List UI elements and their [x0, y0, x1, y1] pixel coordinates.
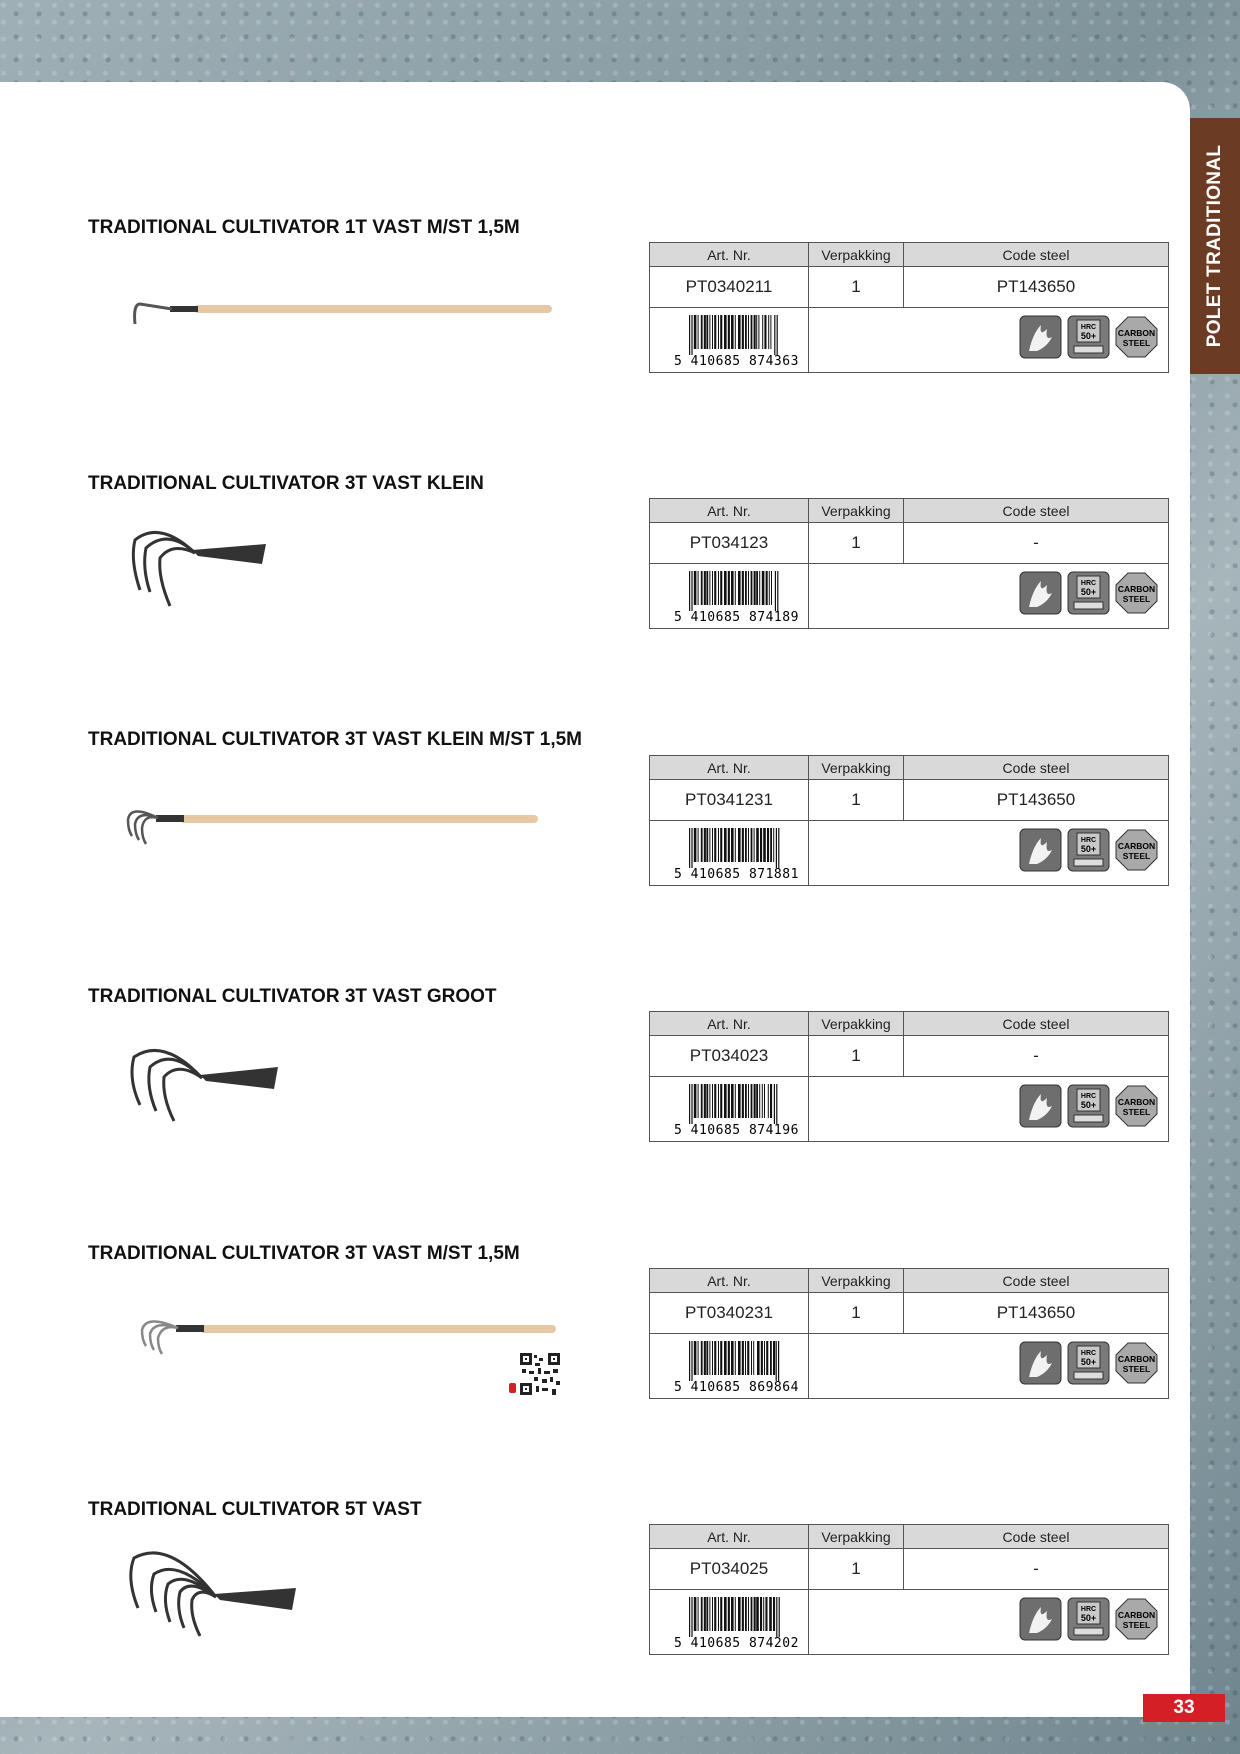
table-row	[650, 267, 1168, 308]
weed-hand-icon	[1019, 1597, 1062, 1641]
verpakking-value: 1	[809, 523, 904, 563]
header-art-nr: Art. Nr.	[650, 243, 809, 266]
table-header-row	[650, 243, 1168, 267]
product-title: TRADITIONAL CULTIVATOR 5T VAST	[88, 1499, 422, 1520]
svg-text:50+: 50+	[1080, 1613, 1097, 1623]
header-verpakking: Verpakking	[809, 1525, 904, 1548]
table-row	[650, 1036, 1168, 1077]
art-nr-value: PT0340211	[650, 267, 809, 307]
barcode-bars-icon	[688, 1597, 802, 1637]
header-code-steel: Code steel	[1002, 1528, 1070, 1545]
carbon-steel-icon	[1115, 1341, 1158, 1385]
svg-text:STEEL: STEEL	[1122, 851, 1151, 861]
svg-text:CARBON: CARBON	[1117, 1610, 1156, 1620]
svg-text:CARBON: CARBON	[1117, 328, 1156, 338]
spec-table	[649, 755, 1169, 886]
table-header-row	[650, 756, 1168, 780]
header-verpakking: Verpakking	[809, 499, 904, 522]
table-footer-row	[650, 821, 1168, 885]
youtube-qr-code-icon	[508, 1353, 564, 1397]
feature-badges	[1019, 828, 1158, 872]
code-steel-value: PT143650	[996, 277, 1076, 296]
barcode	[650, 308, 809, 372]
table-header-row	[650, 499, 1168, 523]
cultivator-3-tine-large-image	[120, 1035, 290, 1125]
hrc-hardness-icon	[1067, 1341, 1110, 1385]
svg-text:50+: 50+	[1080, 1357, 1097, 1367]
art-nr-value: PT0340231	[650, 1293, 809, 1333]
table-footer-row	[650, 1590, 1168, 1654]
barcode-bars-icon	[688, 571, 802, 611]
carbon-steel-icon	[1115, 1597, 1158, 1641]
svg-text:STEEL: STEEL	[1122, 1364, 1151, 1374]
hrc-hardness-icon	[1067, 315, 1110, 359]
art-nr-value: PT0341231	[650, 780, 809, 820]
cultivator-3-tine-small-image	[120, 520, 280, 610]
table-header-row	[650, 1269, 1168, 1293]
barcode-digits: 5 410685 874202	[674, 1636, 799, 1651]
cultivator-long-handle-image	[120, 1310, 570, 1360]
header-verpakking: Verpakking	[809, 1012, 904, 1035]
table-row	[650, 1293, 1168, 1334]
header-art-nr: Art. Nr.	[650, 499, 809, 522]
carbon-steel-icon	[1115, 828, 1158, 872]
table-row	[650, 523, 1168, 564]
barcode-digits: 5 410685 874196	[674, 1123, 799, 1138]
svg-text:50+: 50+	[1080, 587, 1097, 597]
spec-table	[649, 1268, 1169, 1399]
barcode-bars-icon	[688, 1084, 802, 1124]
feature-badges	[1019, 315, 1158, 359]
table-footer-row	[650, 1077, 1168, 1141]
weed-hand-icon	[1019, 1084, 1062, 1128]
spec-table	[649, 1524, 1169, 1655]
svg-text:STEEL: STEEL	[1122, 1107, 1151, 1117]
header-code-steel: Code steel	[1002, 1015, 1070, 1032]
verpakking-value: 1	[809, 267, 904, 307]
product-title: TRADITIONAL CULTIVATOR 3T VAST KLEIN M/ST 1,5M	[88, 729, 583, 750]
weed-hand-icon	[1019, 828, 1062, 872]
header-art-nr: Art. Nr.	[650, 756, 809, 779]
feature-badges	[1019, 1341, 1158, 1385]
table-row	[650, 780, 1168, 821]
svg-text:STEEL: STEEL	[1122, 338, 1151, 348]
feature-badges	[1019, 1597, 1158, 1641]
weed-hand-icon	[1019, 571, 1062, 615]
product-title: TRADITIONAL CULTIVATOR 3T VAST GROOT	[88, 986, 497, 1007]
verpakking-value: 1	[809, 1036, 904, 1076]
side-tab-label: POLET TRADITIONAL	[1204, 144, 1225, 348]
feature-badges	[1019, 1084, 1158, 1128]
table-footer-row	[650, 308, 1168, 372]
product-title: TRADITIONAL CULTIVATOR 3T VAST M/ST 1,5M	[88, 1243, 520, 1264]
barcode-digits: 5 410685 874189	[674, 610, 799, 625]
svg-text:HRC: HRC	[1080, 1093, 1097, 1100]
cultivator-long-handle-image	[120, 800, 550, 850]
art-nr-value: PT034123	[650, 523, 809, 563]
barcode	[650, 564, 809, 628]
barcode-bars-icon	[688, 1341, 802, 1381]
cultivator-long-handle-image	[120, 290, 560, 330]
svg-text:CARBON: CARBON	[1117, 841, 1156, 851]
svg-text:50+: 50+	[1080, 1100, 1097, 1110]
svg-text:STEEL: STEEL	[1122, 594, 1151, 604]
barcode	[650, 1077, 809, 1141]
barcode	[650, 1590, 809, 1654]
svg-text:HRC: HRC	[1080, 580, 1097, 587]
code-steel-value: -	[1033, 533, 1039, 552]
cultivator-5-tine-image	[120, 1538, 310, 1638]
spec-table	[649, 1011, 1169, 1142]
code-steel-value: PT143650	[996, 790, 1076, 809]
hrc-hardness-icon	[1067, 1084, 1110, 1128]
code-steel-value: -	[1033, 1046, 1039, 1065]
header-code-steel: Code steel	[1002, 1272, 1070, 1289]
barcode-bars-icon	[688, 828, 802, 868]
header-verpakking: Verpakking	[809, 756, 904, 779]
header-verpakking: Verpakking	[809, 243, 904, 266]
header-art-nr: Art. Nr.	[650, 1269, 809, 1292]
product-title: TRADITIONAL CULTIVATOR 1T VAST M/ST 1,5M	[88, 217, 520, 238]
svg-text:CARBON: CARBON	[1117, 1354, 1156, 1364]
table-footer-row	[650, 1334, 1168, 1398]
header-verpakking: Verpakking	[809, 1269, 904, 1292]
barcode-bars-icon	[688, 315, 802, 355]
table-row	[650, 1549, 1168, 1590]
art-nr-value: PT034025	[650, 1549, 809, 1589]
barcode-digits: 5 410685 874363	[674, 354, 799, 369]
weed-hand-icon	[1019, 1341, 1062, 1385]
header-art-nr: Art. Nr.	[650, 1525, 809, 1548]
page-number: 33	[1143, 1694, 1225, 1722]
svg-text:50+: 50+	[1080, 844, 1097, 854]
weed-hand-icon	[1019, 315, 1062, 359]
spec-table	[649, 242, 1169, 373]
carbon-steel-icon	[1115, 571, 1158, 615]
hrc-hardness-icon	[1067, 571, 1110, 615]
carbon-steel-icon	[1115, 315, 1158, 359]
svg-text:HRC: HRC	[1080, 324, 1097, 331]
svg-text:HRC: HRC	[1080, 1606, 1097, 1613]
table-header-row	[650, 1012, 1168, 1036]
verpakking-value: 1	[809, 1293, 904, 1333]
header-code-steel: Code steel	[1002, 759, 1070, 776]
code-steel-value: PT143650	[996, 1303, 1076, 1322]
feature-badges	[1019, 571, 1158, 615]
svg-text:50+: 50+	[1080, 331, 1097, 341]
barcode-digits: 5 410685 869864	[674, 1380, 799, 1395]
svg-text:CARBON: CARBON	[1117, 584, 1156, 594]
header-code-steel: Code steel	[1002, 502, 1070, 519]
svg-text:HRC: HRC	[1080, 1350, 1097, 1357]
art-nr-value: PT034023	[650, 1036, 809, 1076]
barcode-digits: 5 410685 871881	[674, 867, 799, 882]
table-footer-row	[650, 564, 1168, 628]
header-code-steel: Code steel	[1002, 246, 1070, 263]
product-title: TRADITIONAL CULTIVATOR 3T VAST KLEIN	[88, 473, 484, 494]
table-header-row	[650, 1525, 1168, 1549]
carbon-steel-icon	[1115, 1084, 1158, 1128]
hrc-hardness-icon	[1067, 1597, 1110, 1641]
hrc-hardness-icon	[1067, 828, 1110, 872]
svg-text:STEEL: STEEL	[1122, 1620, 1151, 1630]
header-art-nr: Art. Nr.	[650, 1012, 809, 1035]
barcode	[650, 821, 809, 885]
svg-text:CARBON: CARBON	[1117, 1097, 1156, 1107]
verpakking-value: 1	[809, 1549, 904, 1589]
code-steel-value: -	[1033, 1559, 1039, 1578]
verpakking-value: 1	[809, 780, 904, 820]
spec-table	[649, 498, 1169, 629]
barcode	[650, 1334, 809, 1398]
svg-text:HRC: HRC	[1080, 837, 1097, 844]
